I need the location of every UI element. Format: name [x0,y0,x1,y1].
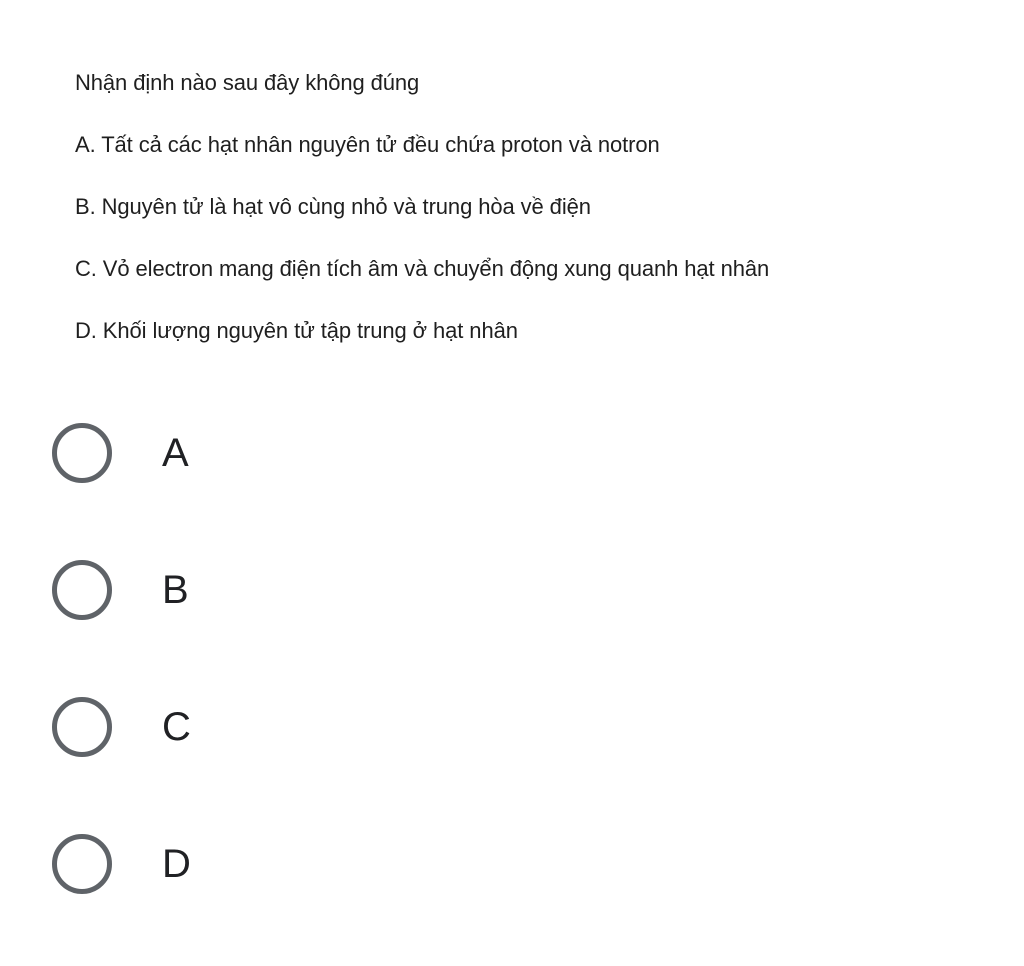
statement-c: C. Vỏ electron mang điện tích âm và chuyển động xung quanh hạt nhân [75,256,770,281]
question-title: Nhận định nào sau đây không đúng [75,70,420,95]
option-b[interactable] [50,555,450,625]
question-block [75,70,975,344]
statement-d: D. Khối lượng nguyên tử tập trung ở hạt nhân [75,318,518,343]
option-label-d: D [162,842,191,886]
radio-unchecked-icon[interactable] [52,697,112,757]
radio-unchecked-icon[interactable] [52,560,112,620]
radio-unchecked-icon[interactable] [52,834,112,894]
option-a[interactable] [50,418,450,488]
statement-b: B. Nguyên tử là hạt vô cùng nhỏ và trung hòa về điện [75,194,591,219]
statement-a: A. Tất cả các hạt nhân nguyên tử đều chứa proton và notron [75,132,660,157]
option-d[interactable] [50,829,450,899]
radio-unchecked-icon[interactable] [52,423,112,483]
option-label-c: C [162,705,191,749]
option-label-a: A [162,431,189,475]
answer-options [50,418,450,966]
option-c[interactable] [50,692,450,762]
option-label-b: B [162,568,189,612]
